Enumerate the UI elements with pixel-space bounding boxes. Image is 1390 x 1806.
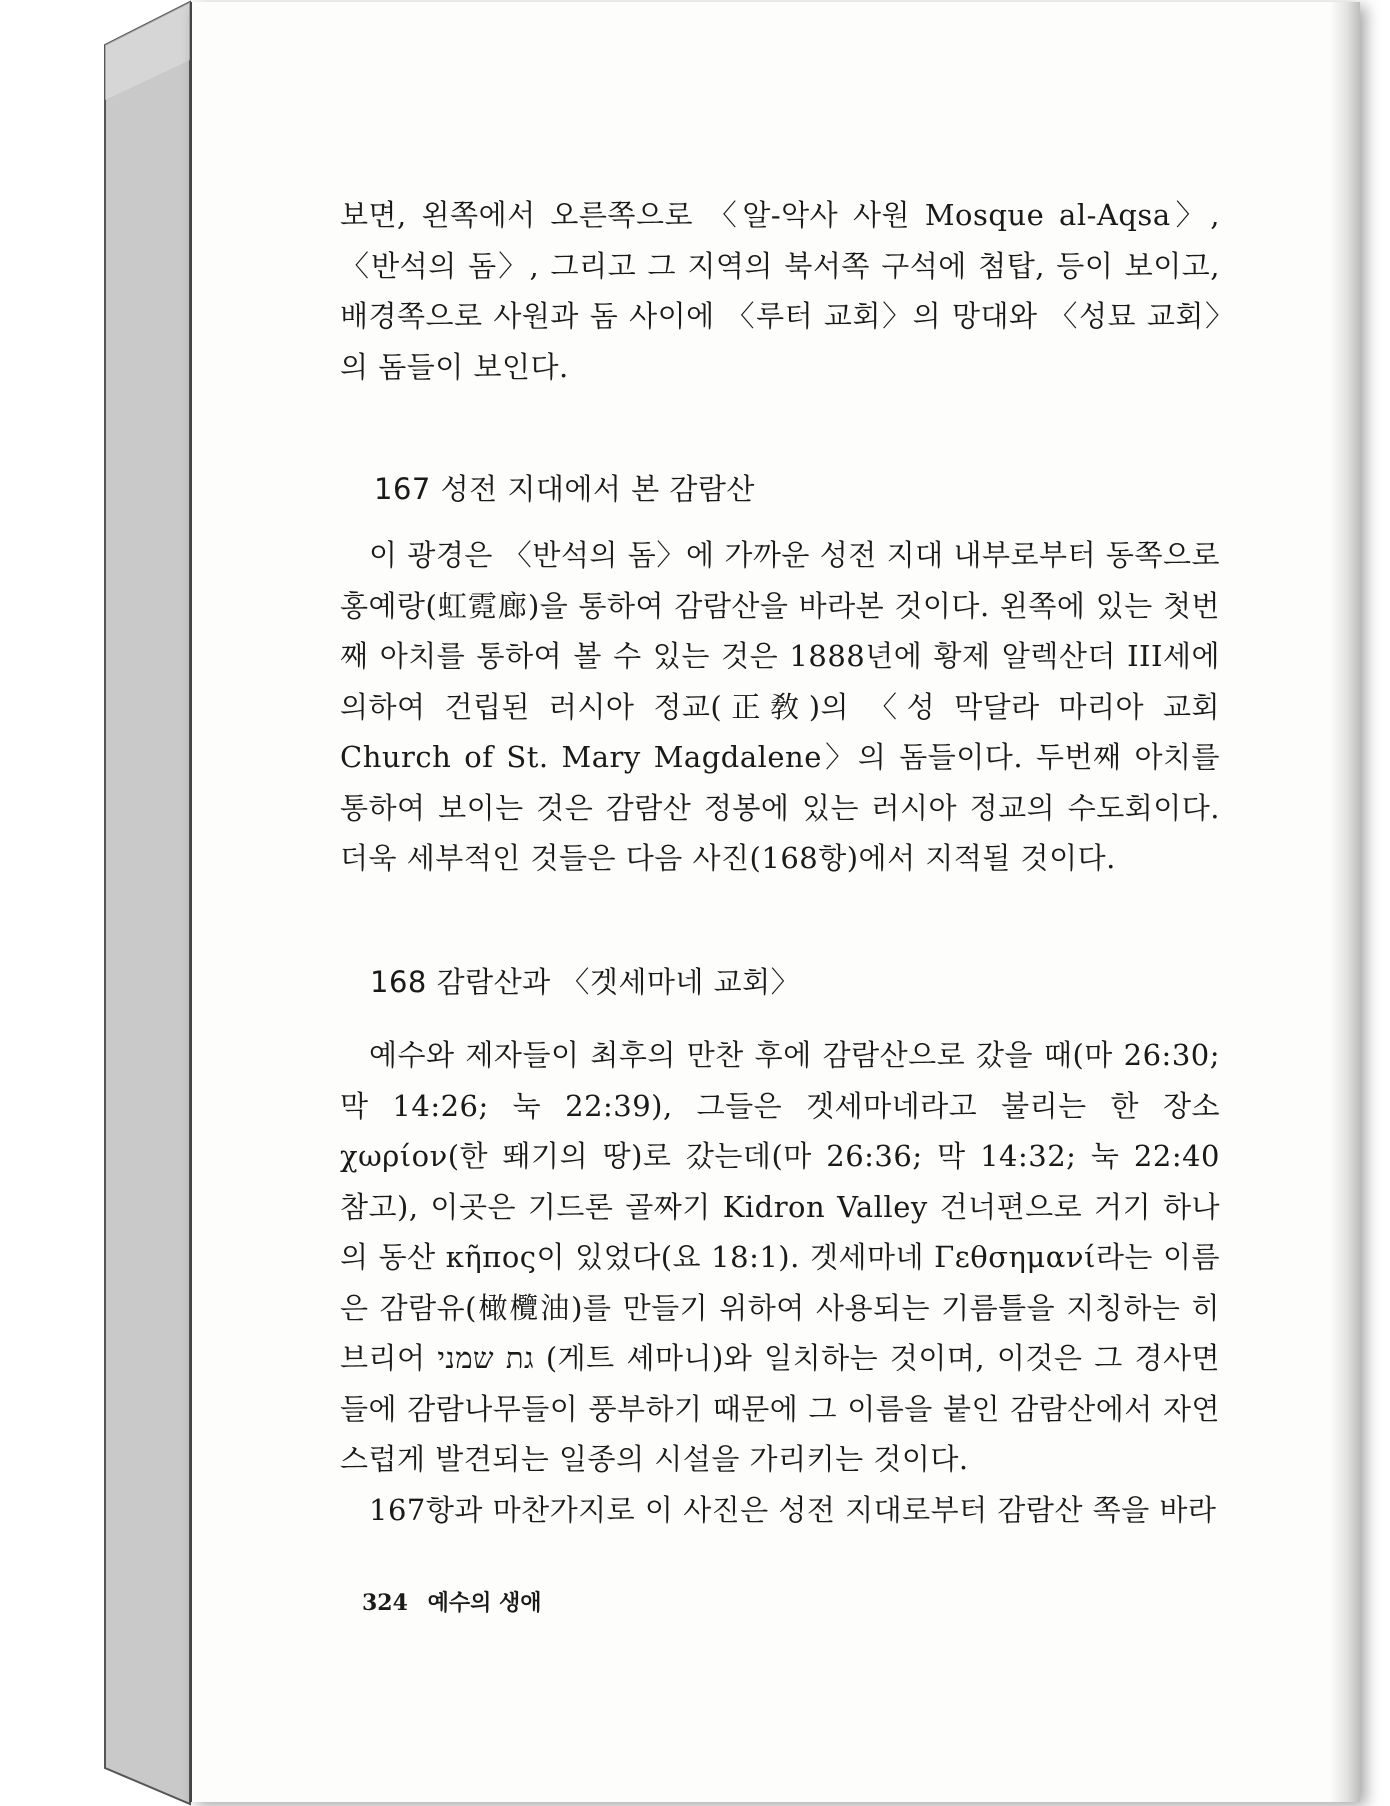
page-footer	[362, 1586, 542, 1617]
section-heading-167: 167 성전 지대에서 본 감람산	[374, 472, 755, 506]
paragraph-text: 예수와 제자들이 최후의 만찬 후에 감람산으로 갔을 때(마 26:30; 막 14:26; 눅 22:39), 그들은 겟세마네라고 불리는 한 장소 χωρίον(한 뙈기의 땅)로 갔는데(마 26:36; 막 14:32; 눅 22:40 참고), 이곳은 기드론 골짜기 Kidron Valley 건너편으로 거기 하나의 동산 κῆπος이 있었다(요 18:1). 겟세마네 Γεθσημανί라는 이름은 감람유(橄欖油)를 만들기 위하여 사용되는 기름틀을 지칭하는 히브리어 גת שמני (게트 셰마니)와 일치하는 것이며, 이것은 그 경사면들에 감람나무들이 풍부하기 때문에 그 이름을 붙인 감람산에서 자연스럽게 발견되는 일종의 시설을 가리키는 것이다.	[340, 1038, 1221, 1476]
paragraph-continued	[340, 190, 1220, 392]
running-title: 예수의 생애	[427, 1590, 542, 1616]
page-number: 324	[362, 1590, 408, 1616]
section-168-body	[340, 1030, 1220, 1535]
paragraph-text: 167항과 마찬가지로 이 사진은 성전 지대로부터 감람산 쪽을 바라	[369, 1492, 1217, 1527]
section-167-body	[340, 530, 1220, 884]
paragraph-text: 이 광경은 〈반석의 돔〉에 가까운 성전 지대 내부로부터 동쪽으로 홍예랑(虹霓廊)을 통하여 감람산을 바라본 것이다. 왼쪽에 있는 첫번째 아치를 통하여 볼 수 있는 것은 1888년에 황제 알렉산더 III세에 의하여 건립된 러시아 정교(正敎)의 〈성 막달라 마리아 교회 Church of St. Mary Magdalene〉의 돔들이다. 두번째 아치를 통하여 보이는 것은 감람산 정봉에 있는 러시아 정교의 수도회이다. 더욱 세부적인 것들은 다음 사진(168항)에서 지적될 것이다.	[340, 538, 1220, 875]
page-edge-shadow	[1330, 2, 1360, 1802]
paragraph-text: 보면, 왼쪽에서 오른쪽으로 〈알-악사 사원 Mosque al-Aqsa〉, 〈반석의 돔〉, 그리고 그 지역의 북서쪽 구석에 첨탑, 등이 보이고, 배경쪽으로 사원과 돔 사이에 〈루터 교회〉의 망대와 〈성묘 교회〉의 돔들이 보인다.	[340, 198, 1220, 384]
section-heading-168: 168 감람산과 〈겟세마네 교회〉	[370, 965, 801, 999]
